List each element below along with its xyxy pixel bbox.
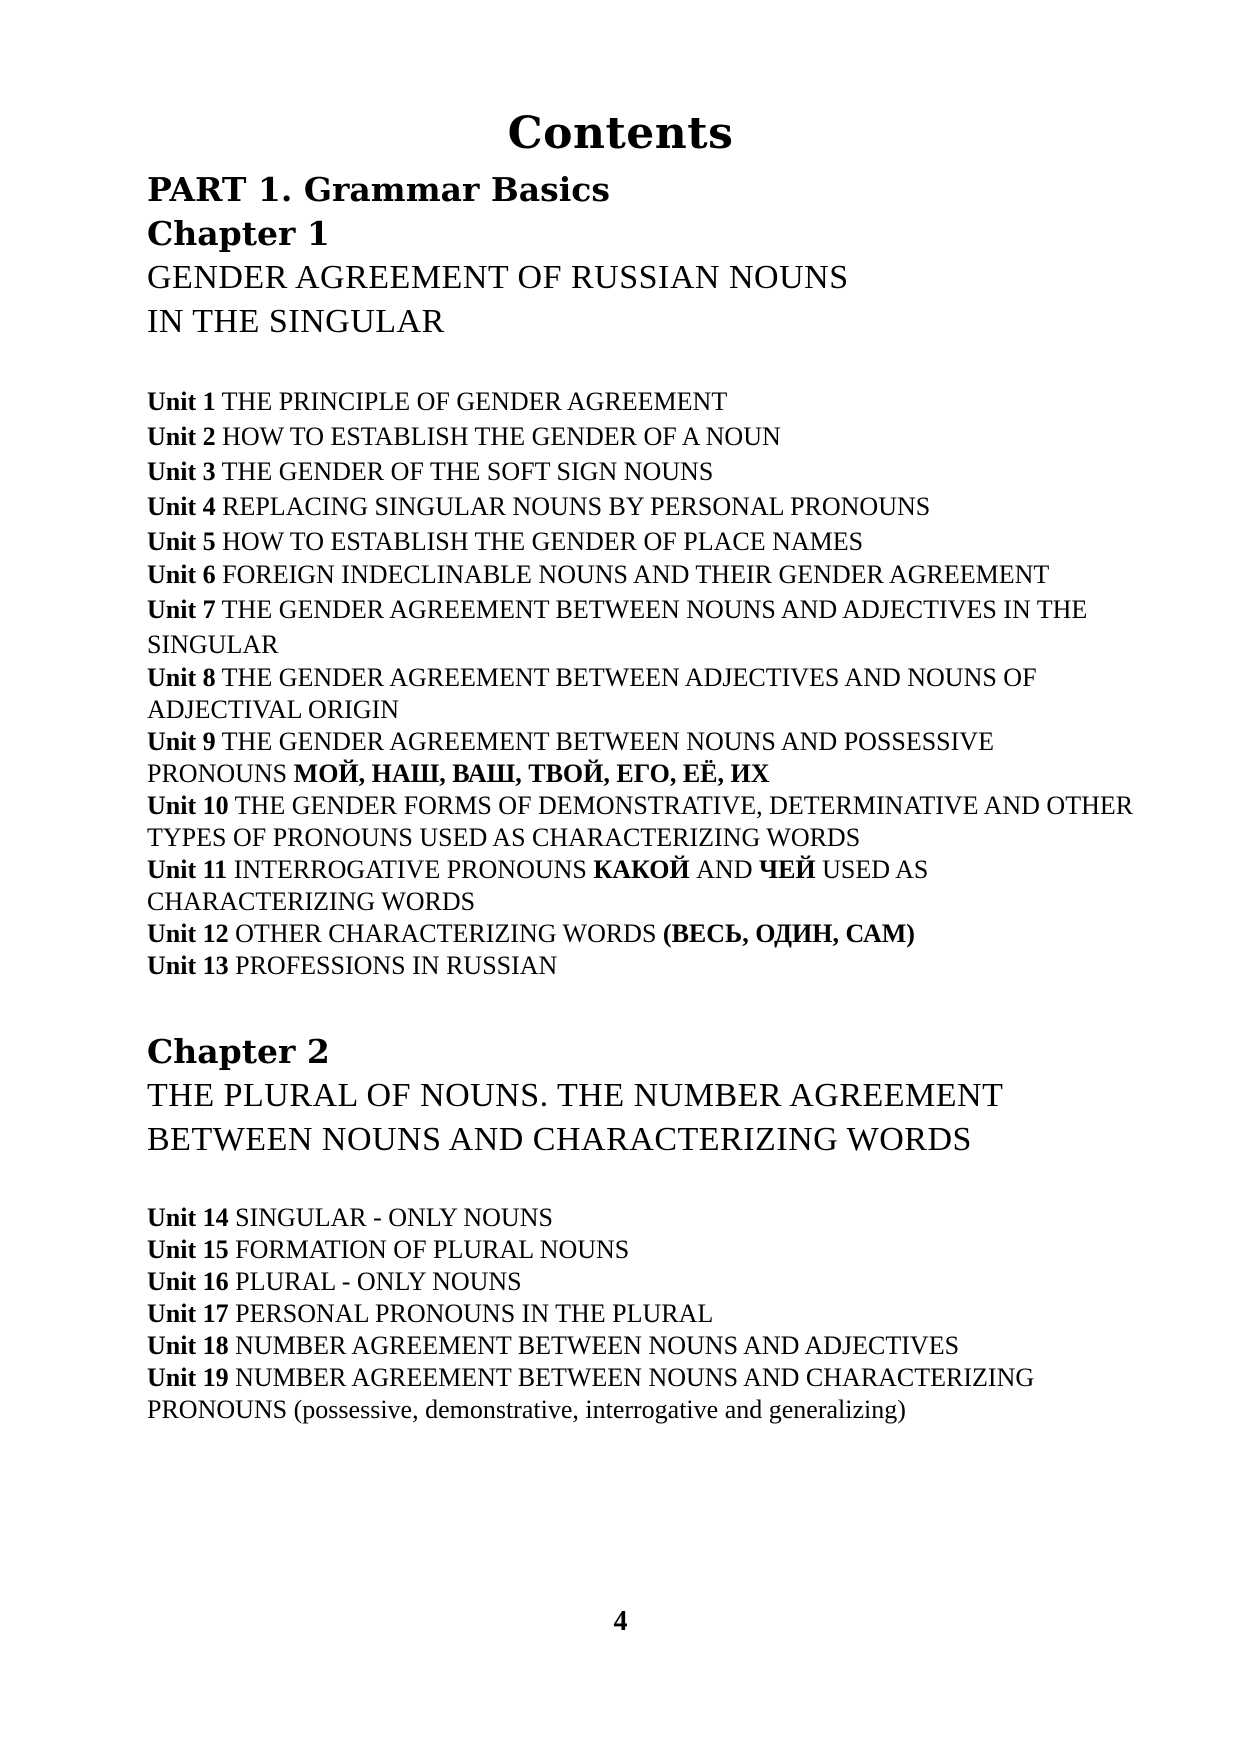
unit-number: Unit 18 [147, 1331, 229, 1360]
unit-number: Unit 14 [147, 1203, 229, 1232]
contents-body [147, 168, 1137, 1426]
unit-5[interactable] [147, 524, 1137, 559]
chapter-2-section [147, 1030, 1137, 1426]
unit-title: OTHER CHARACTERIZING WORDS [228, 919, 663, 948]
unit-12[interactable] [147, 918, 1137, 950]
russian-pronouns: МОЙ, НАШ, ВАШ, ТВОЙ, ЕГО, ЕЁ, ИХ [293, 759, 770, 788]
unit-number: Unit 13 [147, 951, 229, 980]
page-title: Contents [507, 108, 734, 159]
unit-title: THE GENDER AGREEMENT BETWEEN NOUNS AND ADJECTIVES IN THE SINGULAR [147, 595, 1088, 659]
unit-title: FORMATION OF PLURAL NOUNS [228, 1235, 630, 1264]
russian-word: ЧЕЙ [758, 855, 816, 884]
unit-6[interactable] [147, 559, 1137, 590]
unit-7[interactable] [147, 592, 1137, 662]
unit-title: FOREIGN INDECLINABLE NOUNS AND THEIR GENDER AGREEMENT [215, 560, 1050, 589]
unit-18[interactable] [147, 1330, 1137, 1362]
unit-16[interactable] [147, 1266, 1137, 1298]
unit-title: THE GENDER OF THE SOFT SIGN NOUNS [215, 457, 714, 486]
unit-number: Unit 10 [147, 791, 229, 820]
unit-9[interactable] [147, 726, 1137, 790]
unit-number: Unit 9 [147, 727, 216, 756]
unit-title: PROFESSIONS IN RUSSIAN [228, 951, 558, 980]
unit-14[interactable] [147, 1202, 1137, 1234]
unit-number: Unit 6 [147, 560, 216, 589]
unit-title: REPLACING SINGULAR NOUNS BY PERSONAL PRONOUNS [215, 492, 931, 521]
unit-title: INTERROGATIVE PRONOUNS [227, 855, 594, 884]
unit-number: Unit 7 [147, 595, 216, 624]
chapter-1-units [147, 384, 1137, 982]
unit-number: Unit 1 [147, 387, 216, 416]
unit-4[interactable] [147, 489, 1137, 524]
chapter-1-title-line-2: IN THE SINGULAR [147, 303, 445, 340]
unit-title: HOW TO ESTABLISH THE GENDER OF A NOUN [215, 422, 781, 451]
unit-8[interactable] [147, 662, 1137, 726]
unit-title: NUMBER AGREEMENT BETWEEN NOUNS AND ADJECTIVES [228, 1331, 960, 1360]
unit-17[interactable] [147, 1298, 1137, 1330]
unit-3[interactable] [147, 454, 1137, 489]
unit-title: NUMBER AGREEMENT BETWEEN NOUNS AND CHARACTERIZING PRONOUNS (possessive, demonstrative, interrogative and generalizing) [147, 1363, 1035, 1424]
chapter-2-title-line-1: THE PLURAL OF NOUNS. THE NUMBER AGREEMENT [147, 1077, 1004, 1114]
chapter-1-label: Chapter 1 [147, 214, 330, 253]
unit-number: Unit 3 [147, 457, 216, 486]
unit-title: HOW TO ESTABLISH THE GENDER OF PLACE NAMES [215, 527, 864, 556]
unit-number: Unit 2 [147, 422, 216, 451]
unit-15[interactable] [147, 1234, 1137, 1266]
unit-number: Unit 15 [147, 1235, 229, 1264]
unit-number: Unit 16 [147, 1267, 229, 1296]
unit-10[interactable] [147, 790, 1137, 854]
chapter-2-title-line-2: BETWEEN NOUNS AND CHARACTERIZING WORDS [147, 1121, 972, 1158]
russian-word: КАКОЙ [593, 855, 690, 884]
unit-title-tail: USED AS CHARACTERIZING WORDS [147, 855, 929, 916]
chapter-1-section [147, 212, 1137, 982]
unit-title: THE GENDER AGREEMENT BETWEEN ADJECTIVES AND NOUNS OF ADJECTIVAL ORIGIN [147, 663, 1037, 724]
unit-number: Unit 4 [147, 492, 216, 521]
unit-number: Unit 11 [147, 855, 228, 884]
chapter-1-title-line-1: GENDER AGREEMENT OF RUSSIAN NOUNS [147, 259, 849, 296]
chapter-2-label: Chapter 2 [147, 1032, 330, 1071]
unit-title-connector: AND [689, 855, 759, 884]
unit-title: PLURAL - ONLY NOUNS [228, 1267, 522, 1296]
unit-number: Unit 17 [147, 1299, 229, 1328]
unit-title: SINGULAR - ONLY NOUNS [228, 1203, 553, 1232]
unit-2[interactable] [147, 419, 1137, 454]
page-number: 4 [613, 1606, 628, 1637]
unit-13[interactable] [147, 950, 1137, 982]
part-heading: PART 1. Grammar Basics [147, 170, 610, 209]
unit-number: Unit 19 [147, 1363, 229, 1392]
russian-words: (ВЕСЬ, ОДИН, САМ) [662, 919, 915, 948]
unit-title: THE GENDER AGREEMENT BETWEEN NOUNS AND POSSESSIVE PRONOUNS [147, 727, 994, 788]
unit-1[interactable] [147, 384, 1137, 419]
unit-title: THE GENDER FORMS OF DEMONSTRATIVE, DETERMINATIVE AND OTHER TYPES OF PRONOUNS USED AS CHARACTERIZING WORDS [147, 791, 1134, 852]
unit-title: PERSONAL PRONOUNS IN THE PLURAL [228, 1299, 714, 1328]
unit-19[interactable] [147, 1362, 1137, 1426]
unit-number: Unit 12 [147, 919, 229, 948]
unit-number: Unit 5 [147, 527, 216, 556]
unit-11[interactable] [147, 854, 1137, 918]
unit-number: Unit 8 [147, 663, 216, 692]
unit-title: THE PRINCIPLE OF GENDER AGREEMENT [215, 387, 728, 416]
chapter-2-units [147, 1202, 1137, 1426]
